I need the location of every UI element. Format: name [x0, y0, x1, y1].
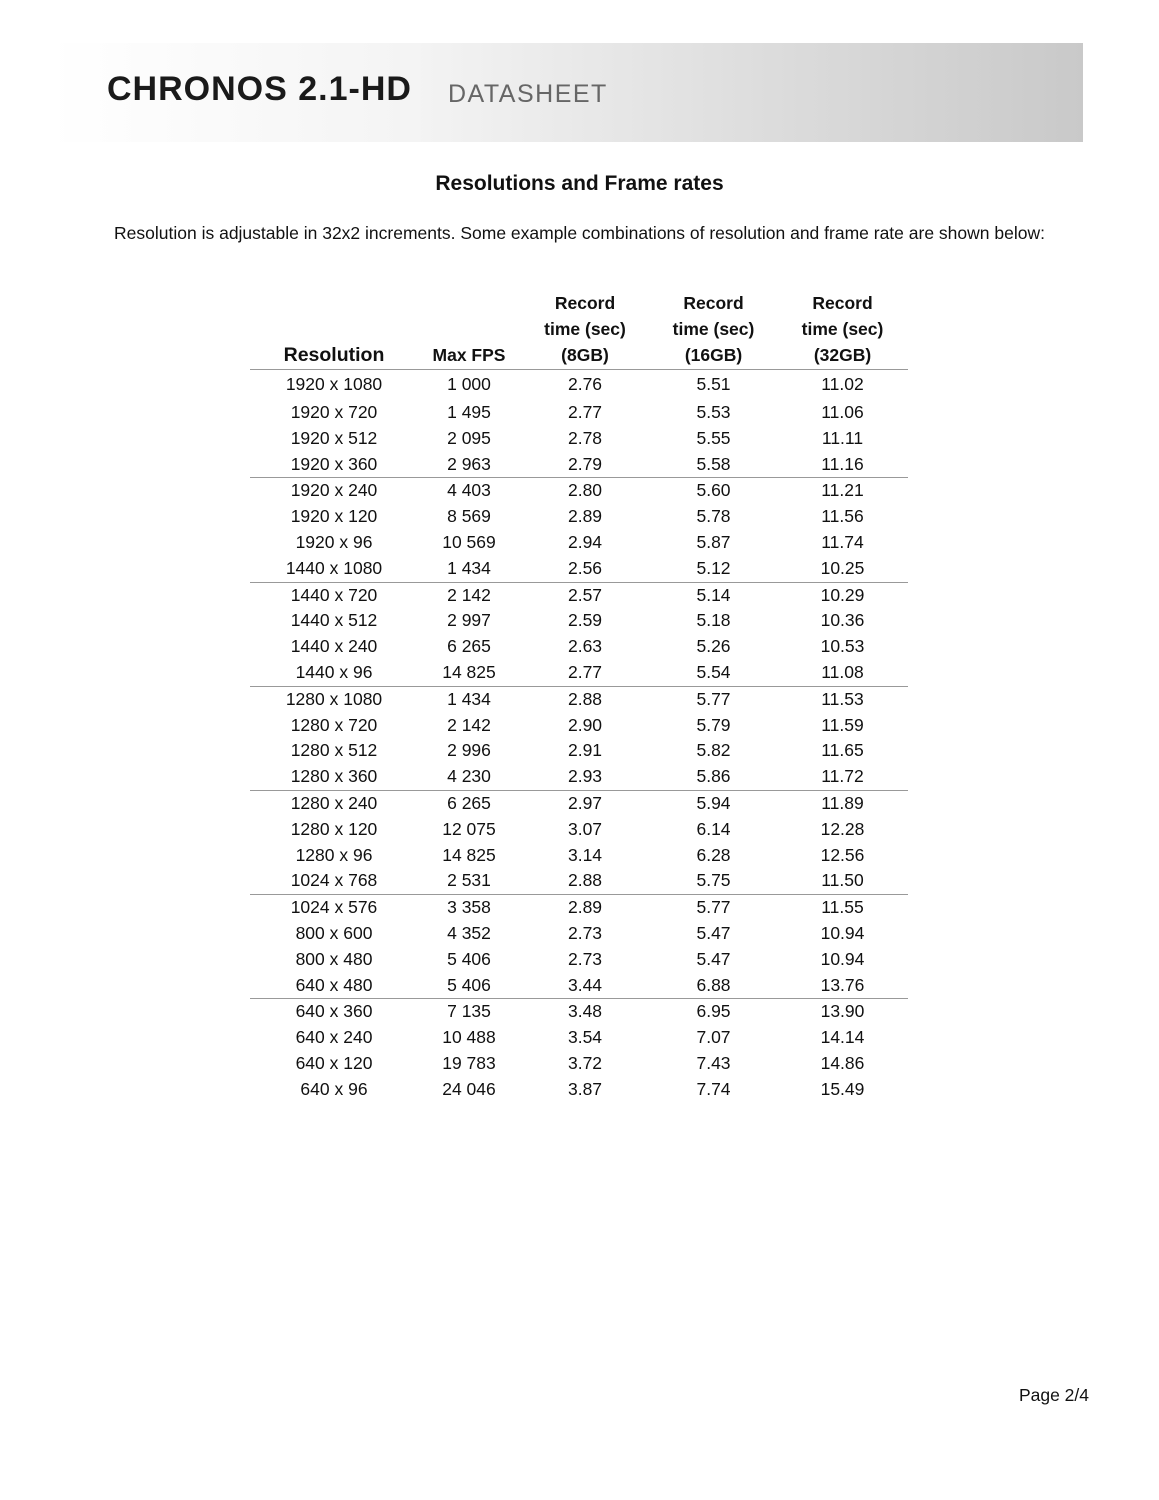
cell-max-fps: 5 406: [447, 974, 491, 995]
cell-resolution: 1920 x 1080: [285, 374, 383, 395]
cell-max-fps: 14 825: [442, 844, 496, 865]
table-row: [250, 895, 908, 921]
cell-record-32gb: 13.90: [777, 999, 908, 1025]
header-line: Record: [554, 293, 616, 313]
cell-resolution: 800 x 480: [295, 948, 373, 969]
header-banner: [50, 43, 1083, 142]
cell-max-fps: 2 531: [447, 870, 491, 891]
cell-record-16gb: 5.94: [650, 790, 777, 816]
cell-record-32gb: 10.94: [820, 922, 865, 943]
cell-record-32gb: 11.72: [821, 766, 864, 787]
cell-record-8gb: 3.48: [520, 999, 650, 1025]
cell-record-16gb: 5.47: [696, 948, 731, 969]
cell-resolution: 1440 x 1080: [285, 557, 383, 578]
header-line: (16GB): [684, 345, 743, 365]
cell-record-32gb: 11.89: [777, 790, 908, 816]
cell-record-32gb: 11.06: [821, 402, 864, 422]
table-row: [250, 582, 908, 608]
cell-resolution: 1280 x 240: [250, 790, 418, 816]
cell-resolution: 1440 x 512: [290, 610, 378, 631]
cell-record-32gb: 12.28: [820, 818, 865, 839]
cell-record-8gb: 2.80: [520, 478, 650, 504]
cell-resolution: 1024 x 768: [290, 870, 378, 891]
cell-max-fps: 7 135: [418, 999, 520, 1025]
cell-resolution: 1440 x 96: [295, 661, 373, 682]
cell-record-16gb: 5.82: [696, 740, 731, 761]
cell-record-8gb: 2.91: [567, 740, 603, 761]
cell-max-fps: 2 142: [418, 582, 520, 608]
cell-record-16gb: 6.88: [696, 974, 731, 995]
cell-resolution: 1280 x 512: [290, 740, 378, 761]
cell-resolution: 1280 x 1080: [250, 686, 418, 712]
cell-max-fps: 2 095: [447, 427, 491, 448]
table-row: [250, 400, 908, 426]
cell-resolution: 1920 x 96: [295, 531, 373, 552]
cell-max-fps: 2 963: [447, 453, 491, 474]
table-row: [250, 686, 908, 712]
cell-resolution: 640 x 96: [300, 1078, 368, 1099]
table-row: [250, 608, 908, 634]
column-header-max-fps: Max FPS: [418, 290, 520, 370]
cell-record-16gb: 7.43: [696, 1052, 731, 1073]
cell-record-8gb: 3.44: [567, 974, 603, 995]
cell-record-32gb: 10.25: [820, 557, 865, 578]
cell-record-32gb: 11.74: [821, 531, 864, 552]
section-title: Resolutions and Frame rates: [435, 172, 724, 195]
cell-record-16gb: 5.14: [650, 582, 777, 608]
cell-resolution: 1280 x 720: [290, 714, 378, 735]
cell-record-16gb: 5.86: [696, 766, 731, 787]
cell-max-fps: 1 495: [447, 402, 491, 422]
table-row: [250, 947, 908, 973]
cell-max-fps: 10 488: [442, 1027, 496, 1048]
cell-record-16gb: 5.75: [696, 870, 731, 891]
cell-record-8gb: 2.89: [520, 895, 650, 921]
table-row: [250, 504, 908, 530]
cell-resolution: 640 x 360: [250, 999, 418, 1025]
cell-record-8gb: 2.88: [567, 870, 603, 891]
table-row: [250, 556, 908, 582]
header-line: time (sec): [801, 319, 884, 339]
cell-record-32gb: 12.56: [820, 844, 865, 865]
cell-max-fps: 1 434: [418, 686, 520, 712]
column-header-record-16gb: [650, 290, 777, 370]
cell-resolution: 1920 x 240: [250, 478, 418, 504]
cell-record-8gb: 2.57: [520, 582, 650, 608]
table-row: [250, 713, 908, 739]
table-row: [250, 530, 908, 556]
cell-record-8gb: 2.77: [567, 402, 603, 422]
cell-record-8gb: 2.77: [567, 661, 603, 682]
cell-record-8gb: 2.97: [520, 790, 650, 816]
table-row: [250, 999, 908, 1025]
cell-record-8gb: 2.59: [567, 610, 603, 631]
table-row: [250, 764, 908, 790]
cell-record-32gb: 11.11: [821, 427, 864, 448]
cell-max-fps: 4 352: [447, 922, 491, 943]
cell-max-fps: 4 230: [447, 766, 491, 787]
cell-max-fps: 2 997: [447, 610, 491, 631]
cell-record-8gb: 2.63: [567, 636, 603, 657]
column-header-resolution: Resolution: [250, 290, 418, 370]
table-body: [250, 370, 908, 1103]
cell-max-fps: 5 406: [447, 948, 491, 969]
cell-record-32gb: 11.59: [821, 714, 864, 735]
cell-record-32gb: 14.14: [820, 1027, 865, 1048]
cell-record-8gb: 2.78: [567, 427, 603, 448]
cell-record-16gb: 5.53: [696, 402, 731, 422]
cell-record-32gb: 15.49: [820, 1078, 865, 1099]
cell-record-8gb: 2.90: [567, 714, 603, 735]
cell-resolution: 1280 x 120: [290, 818, 378, 839]
header-line: time (sec): [672, 319, 755, 339]
table-header-row: [250, 290, 908, 370]
table-row: [250, 452, 908, 478]
cell-max-fps: 6 265: [418, 790, 520, 816]
cell-resolution: 1280 x 360: [290, 766, 378, 787]
table-row: [250, 843, 908, 869]
cell-record-16gb: 6.14: [696, 818, 731, 839]
cell-resolution: 1024 x 576: [250, 895, 418, 921]
table-row: [250, 790, 908, 816]
cell-record-16gb: 5.47: [696, 922, 731, 943]
cell-record-16gb: 6.28: [696, 844, 731, 865]
header-line: (8GB): [561, 345, 609, 365]
cell-record-16gb: 5.78: [696, 506, 731, 527]
table-row: [250, 1025, 908, 1051]
cell-record-16gb: 7.07: [696, 1027, 731, 1048]
cell-record-8gb: 3.14: [567, 844, 603, 865]
cell-record-16gb: 5.60: [650, 478, 777, 504]
cell-resolution: 1440 x 240: [290, 636, 378, 657]
cell-record-8gb: 2.93: [567, 766, 603, 787]
cell-record-8gb: 2.79: [567, 453, 603, 474]
cell-record-32gb: 11.08: [821, 661, 864, 682]
cell-record-32gb: 14.86: [820, 1052, 865, 1073]
cell-resolution: 1440 x 720: [250, 582, 418, 608]
table-row: [250, 1077, 908, 1103]
header-line: time (sec): [544, 319, 626, 339]
table-row: [250, 370, 908, 401]
cell-record-32gb: 11.53: [777, 686, 908, 712]
cell-record-16gb: 5.77: [650, 895, 777, 921]
cell-max-fps: 8 569: [447, 506, 491, 527]
cell-record-32gb: 11.50: [821, 870, 864, 891]
cell-record-32gb: 11.16: [821, 453, 864, 474]
cell-record-16gb: 5.87: [696, 531, 731, 552]
table-row: [250, 478, 908, 504]
cell-record-32gb: 11.65: [821, 740, 864, 761]
cell-resolution: 640 x 240: [295, 1027, 373, 1048]
cell-record-32gb: 13.76: [820, 974, 865, 995]
table-row: [250, 738, 908, 764]
cell-max-fps: 19 783: [442, 1052, 496, 1073]
header-line: Record: [683, 293, 744, 313]
cell-record-16gb: 5.77: [650, 686, 777, 712]
cell-record-16gb: 5.18: [696, 610, 731, 631]
table-row: [250, 426, 908, 452]
cell-resolution: 1920 x 360: [290, 453, 378, 474]
column-header-record-8gb: [520, 290, 650, 370]
cell-record-16gb: 5.51: [696, 374, 731, 395]
cell-max-fps: 2 996: [447, 740, 491, 761]
cell-resolution: 1920 x 512: [290, 427, 378, 448]
header-line: (32GB): [813, 345, 872, 365]
cell-record-8gb: 2.56: [567, 557, 603, 578]
cell-record-8gb: 3.87: [567, 1078, 603, 1099]
cell-record-32gb: 11.55: [777, 895, 908, 921]
cell-max-fps: 12 075: [442, 818, 496, 839]
cell-resolution: 640 x 480: [295, 974, 373, 995]
cell-record-32gb: 10.94: [820, 948, 865, 969]
intro-paragraph: Resolution is adjustable in 32x2 increments. Some example combinations of resolution and frame rate are shown below:: [114, 223, 1045, 243]
table-row: [250, 634, 908, 660]
cell-record-32gb: 11.21: [777, 478, 908, 504]
product-title: CHRONOS 2.1-HD: [107, 70, 412, 108]
document-type-label: DATASHEET: [448, 80, 608, 108]
cell-record-16gb: 5.54: [696, 661, 731, 682]
table-row: [250, 921, 908, 947]
cell-max-fps: 1 434: [447, 557, 491, 578]
table-row: [250, 868, 908, 894]
cell-record-8gb: 2.89: [567, 506, 603, 527]
cell-record-32gb: 10.36: [820, 610, 865, 631]
cell-record-16gb: 6.95: [650, 999, 777, 1025]
header-line: Record: [812, 293, 873, 313]
table-row: [250, 1051, 908, 1077]
cell-record-32gb: 11.02: [821, 374, 864, 395]
cell-max-fps: 10 569: [442, 531, 496, 552]
cell-record-32gb: 11.56: [821, 506, 864, 527]
column-header-record-32gb: [777, 290, 908, 370]
cell-record-16gb: 5.55: [696, 427, 731, 448]
cell-record-16gb: 5.79: [696, 714, 731, 735]
table-row: [250, 660, 908, 686]
table-row: [250, 817, 908, 843]
page-number: Page 2/4: [1018, 1385, 1089, 1405]
cell-record-8gb: 2.94: [567, 531, 603, 552]
cell-max-fps: 24 046: [442, 1078, 496, 1099]
table-row: [250, 973, 908, 999]
cell-record-8gb: 2.73: [567, 922, 603, 943]
cell-record-8gb: 3.72: [567, 1052, 603, 1073]
cell-record-8gb: 2.88: [520, 686, 650, 712]
cell-max-fps: 1 000: [447, 374, 491, 395]
cell-record-8gb: 3.07: [567, 818, 603, 839]
cell-record-32gb: 10.53: [820, 636, 865, 657]
cell-max-fps: 4 403: [418, 478, 520, 504]
cell-resolution: 1920 x 120: [290, 506, 378, 527]
cell-record-16gb: 7.74: [696, 1078, 731, 1099]
cell-max-fps: 2 142: [447, 714, 491, 735]
cell-max-fps: 14 825: [442, 661, 496, 682]
cell-record-8gb: 2.73: [567, 948, 603, 969]
cell-resolution: 1280 x 96: [295, 844, 373, 865]
cell-max-fps: 3 358: [418, 895, 520, 921]
cell-record-16gb: 5.58: [696, 453, 731, 474]
cell-resolution: 640 x 120: [295, 1052, 373, 1073]
cell-resolution: 800 x 600: [295, 922, 373, 943]
cell-record-32gb: 10.29: [777, 582, 908, 608]
cell-resolution: 1920 x 720: [290, 402, 378, 422]
cell-max-fps: 6 265: [447, 636, 491, 657]
resolution-table: [250, 290, 908, 1103]
cell-record-16gb: 5.12: [696, 557, 731, 578]
cell-record-8gb: 2.76: [567, 374, 603, 395]
cell-record-8gb: 3.54: [567, 1027, 603, 1048]
cell-record-16gb: 5.26: [696, 636, 731, 657]
